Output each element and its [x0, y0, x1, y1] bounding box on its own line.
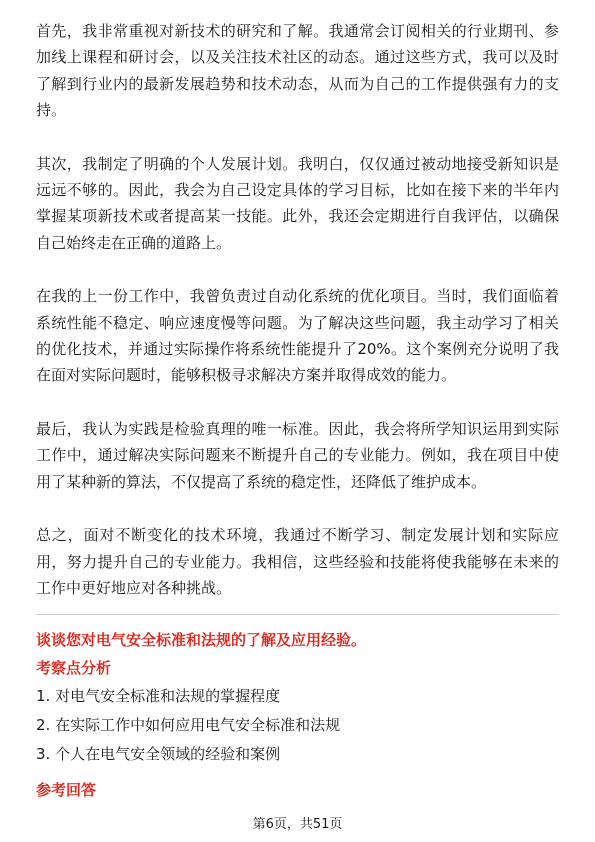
analysis-point: 3. 个人在电气安全领域的经验和案例 [36, 745, 281, 764]
page-number-footer: 第6页，共51页 [252, 817, 343, 832]
body-paragraph-3: 在我的上一份工作中，我曾负责过自动化系统的优化项目。当时，我们面临着系统性能不稳定、响应速度慢等问题。为了解决这些问题，我主动学习了相关的优化技术，并通过实际操作将系统性能提升了20%。这个案例充分说明了我在面对实际问题时，能够积极寻求解决方案并取得成效的能力。 [36, 287, 559, 385]
analysis-point-list [36, 685, 559, 765]
document-page [36, 18, 559, 807]
answer-heading: 参考回答 [36, 781, 97, 800]
body-paragraph-2: 其次，我制定了明确的个人发展计划。我明白，仅仅通过被动地接受新知识是远远不够的。因此，我会为自己设定具体的学习目标，比如在接下来的半年内掌握某项新技术或者提高某一技能。此外，我还会定期进行自我评估，以确保自己始终走在正确的道路上。 [36, 154, 559, 252]
body-paragraph-1: 首先，我非常重视对新技术的研究和了解。我通常会订阅相关的行业期刊、参加线上课程和研讨会，以及关注技术社区的动态。通过这些方式，我可以及时了解到行业内的最新发展趋势和技术动态，从而为自己的工作提供强有力的支持。 [36, 22, 559, 120]
interview-question: 谈谈您对电气安全标准和法规的了解及应用经验。 [36, 631, 367, 650]
analysis-point: 2. 在实际工作中如何应用电气安全标准和法规 [36, 716, 341, 735]
section-divider [36, 614, 559, 615]
analysis-point: 1. 对电气安全标准和法规的掌握程度 [36, 687, 281, 706]
analysis-heading: 考察点分析 [36, 659, 112, 678]
body-paragraph-4: 最后，我认为实践是检验真理的唯一标准。因此，我会将所学知识运用到实际工作中，通过解决实际问题来不断提升自己的专业能力。例如，我在项目中使用了某种新的算法，不仅提高了系统的稳定性，还降低了维护成本。 [36, 419, 559, 491]
body-paragraph-5: 总之，面对不断变化的技术环境，我通过不断学习、制定发展计划和实际应用，努力提升自己的专业能力。我相信，这些经验和技能将使我能够在未来的工作中更好地应对各种挑战。 [36, 526, 559, 597]
